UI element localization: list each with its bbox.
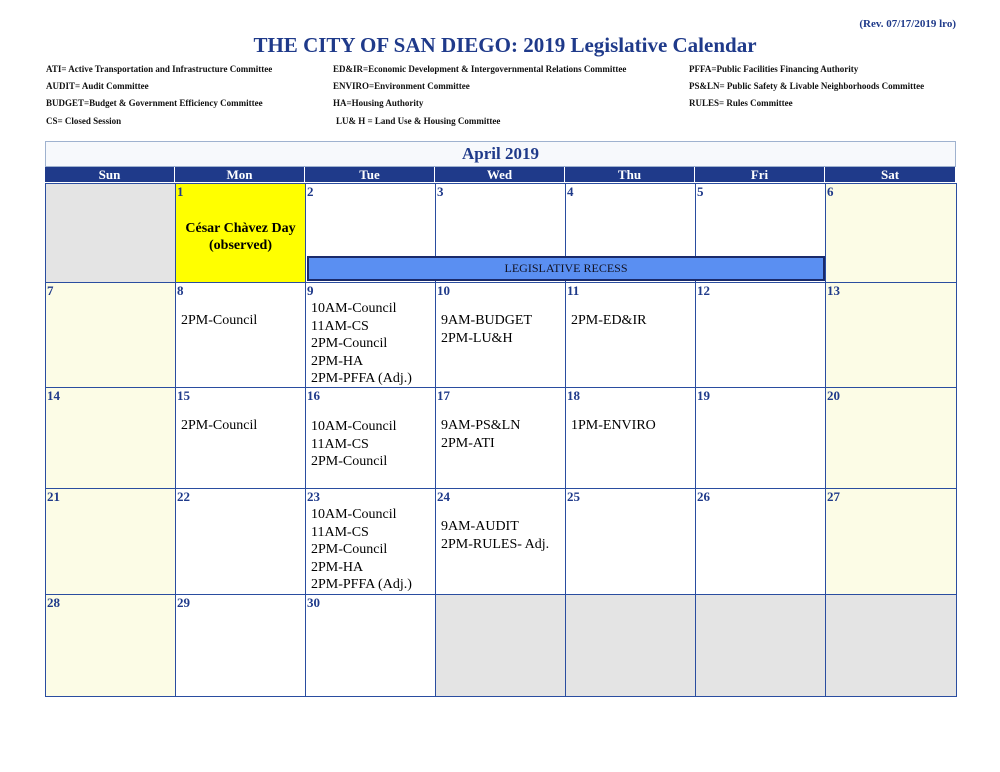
day-cell-24 bbox=[435, 488, 566, 595]
revision-note: (Rev. 07/17/2019 lro) bbox=[859, 18, 956, 30]
day-number: 4 bbox=[567, 184, 574, 199]
day-number: 16 bbox=[307, 388, 320, 403]
legend-edir: ED&IR=Economic Development & Intergovernmental Relations Committee bbox=[333, 64, 627, 74]
event-item: 11AM-CS bbox=[311, 524, 369, 540]
weekday-header-wed: Wed bbox=[435, 167, 564, 182]
day-cell-17 bbox=[435, 387, 566, 489]
day-number: 25 bbox=[567, 489, 580, 504]
event-list bbox=[181, 312, 257, 330]
event-item: 2PM-ATI bbox=[441, 435, 495, 451]
day-cell-27 bbox=[825, 488, 957, 595]
event-item: 9AM-AUDIT bbox=[441, 519, 519, 534]
empty-day-cell bbox=[435, 594, 566, 697]
day-number: 14 bbox=[47, 388, 60, 403]
weekday-header-fri: Fri bbox=[695, 167, 824, 182]
day-cell-29 bbox=[175, 594, 306, 697]
event-list bbox=[441, 417, 520, 452]
event-item: 11AM-CS bbox=[311, 436, 369, 452]
day-number: 7 bbox=[47, 283, 54, 298]
day-cell-26 bbox=[695, 488, 826, 595]
day-number: 26 bbox=[697, 489, 710, 504]
event-list bbox=[311, 418, 397, 471]
event-item: 2PM-RULES- Adj. bbox=[441, 536, 550, 552]
day-number: 2 bbox=[307, 184, 314, 199]
event-item: 2PM-Council bbox=[311, 454, 388, 469]
empty-day-cell bbox=[45, 183, 176, 283]
event-list bbox=[441, 518, 549, 553]
day-cell-18 bbox=[565, 387, 696, 489]
event-item: 2PM-ED&IR bbox=[571, 313, 647, 328]
legend-ati: ATI= Active Transportation and Infrastructure Committee bbox=[46, 64, 273, 74]
weekday-header-sat: Sat bbox=[825, 167, 955, 182]
event-item: 2PM-HA bbox=[311, 353, 364, 369]
day-number: 23 bbox=[307, 489, 320, 504]
day-cell-21 bbox=[45, 488, 176, 595]
day-cell-1 bbox=[175, 183, 306, 283]
day-number: 22 bbox=[177, 489, 190, 504]
event-list bbox=[571, 417, 656, 435]
day-number: 19 bbox=[697, 388, 710, 403]
event-item: 10AM-Council bbox=[311, 507, 397, 522]
page-title: THE CITY OF SAN DIEGO: 2019 Legislative Calendar bbox=[253, 33, 757, 57]
day-number: 30 bbox=[307, 595, 320, 610]
day-number: 11 bbox=[567, 283, 580, 298]
event-item: 2PM-PFFA (Adj.) bbox=[311, 371, 412, 386]
calendar-grid bbox=[45, 141, 956, 696]
month-title: April 2019 bbox=[45, 141, 956, 167]
legislative-recess-banner: LEGISLATIVE RECESS bbox=[307, 256, 825, 281]
day-cell-11 bbox=[565, 282, 696, 388]
legend-cs: CS= Closed Session bbox=[46, 116, 122, 126]
legend-enviro: ENVIRO=Environment Committee bbox=[333, 81, 470, 91]
day-number: 24 bbox=[437, 489, 450, 504]
event-item: 2PM-Council bbox=[181, 313, 258, 328]
event-list bbox=[441, 312, 532, 347]
day-number: 29 bbox=[177, 595, 190, 610]
event-item: 10AM-Council bbox=[311, 419, 397, 434]
event-list bbox=[571, 312, 646, 330]
event-list bbox=[311, 506, 412, 594]
day-cell-8 bbox=[175, 282, 306, 388]
legend-budget: BUDGET=Budget & Government Efficiency Committee bbox=[46, 98, 263, 108]
day-number: 15 bbox=[177, 388, 190, 403]
day-cell-6 bbox=[825, 183, 957, 283]
day-number: 3 bbox=[437, 184, 444, 199]
legend-rules: RULES= Rules Committee bbox=[689, 98, 793, 108]
event-item: 1PM-ENVIRO bbox=[571, 418, 656, 433]
day-number: 18 bbox=[567, 388, 580, 403]
day-number: 9 bbox=[307, 283, 314, 298]
event-item: 2PM-Council bbox=[181, 418, 258, 433]
empty-day-cell bbox=[565, 594, 696, 697]
day-number: 12 bbox=[697, 283, 710, 298]
weekday-header-tue: Tue bbox=[305, 167, 434, 182]
event-list bbox=[181, 417, 257, 435]
day-cell-15 bbox=[175, 387, 306, 489]
empty-day-cell bbox=[825, 594, 957, 697]
day-cell-19 bbox=[695, 387, 826, 489]
day-cell-25 bbox=[565, 488, 696, 595]
day-number: 10 bbox=[437, 283, 450, 298]
event-item: 2PM-Council bbox=[311, 336, 388, 351]
day-cell-22 bbox=[175, 488, 306, 595]
event-item: 9AM-BUDGET bbox=[441, 313, 532, 328]
day-number: 13 bbox=[827, 283, 840, 298]
legend-audit: AUDIT= Audit Committee bbox=[46, 81, 149, 91]
day-number: 5 bbox=[697, 184, 704, 199]
event-item: 9AM-PS&LN bbox=[441, 418, 521, 433]
holiday-label: César Chàvez Day (observed) bbox=[185, 221, 296, 253]
weekday-header-thu: Thu bbox=[565, 167, 694, 182]
empty-day-cell bbox=[695, 594, 826, 697]
event-item: 2PM-LU&H bbox=[441, 330, 513, 346]
legend-luh: LU& H = Land Use & Housing Committee bbox=[336, 116, 501, 126]
day-cell-28 bbox=[45, 594, 176, 697]
day-cell-16 bbox=[305, 387, 436, 489]
day-cell-23 bbox=[305, 488, 436, 595]
weekday-header-sun: Sun bbox=[45, 167, 174, 182]
day-cell-12 bbox=[695, 282, 826, 388]
legend-pffa: PFFA=Public Facilities Financing Authority bbox=[689, 64, 859, 74]
day-cell-7 bbox=[45, 282, 176, 388]
day-cell-9 bbox=[305, 282, 436, 388]
day-number: 1 bbox=[177, 184, 184, 199]
weekday-header-mon: Mon bbox=[175, 167, 304, 182]
day-cell-14 bbox=[45, 387, 176, 489]
event-item: 2PM-PFFA (Adj.) bbox=[311, 577, 412, 592]
event-item: 2PM-Council bbox=[311, 542, 388, 557]
legend-psln: PS&LN= Public Safety & Livable Neighborhoods Committee bbox=[689, 81, 925, 91]
event-item: 10AM-Council bbox=[311, 301, 397, 316]
day-number: 6 bbox=[827, 184, 834, 199]
day-cell-30 bbox=[305, 594, 436, 697]
day-number: 17 bbox=[437, 388, 450, 403]
day-number: 21 bbox=[47, 489, 60, 504]
event-item: 2PM-HA bbox=[311, 559, 364, 575]
day-number: 20 bbox=[827, 388, 840, 403]
event-item: 11AM-CS bbox=[311, 318, 369, 334]
event-list bbox=[311, 300, 412, 388]
day-cell-10 bbox=[435, 282, 566, 388]
day-number: 27 bbox=[827, 489, 840, 504]
day-cell-13 bbox=[825, 282, 957, 388]
day-number: 28 bbox=[47, 595, 60, 610]
legend-ha: HA=Housing Authority bbox=[333, 98, 424, 108]
day-number: 8 bbox=[177, 283, 184, 298]
day-cell-20 bbox=[825, 387, 957, 489]
